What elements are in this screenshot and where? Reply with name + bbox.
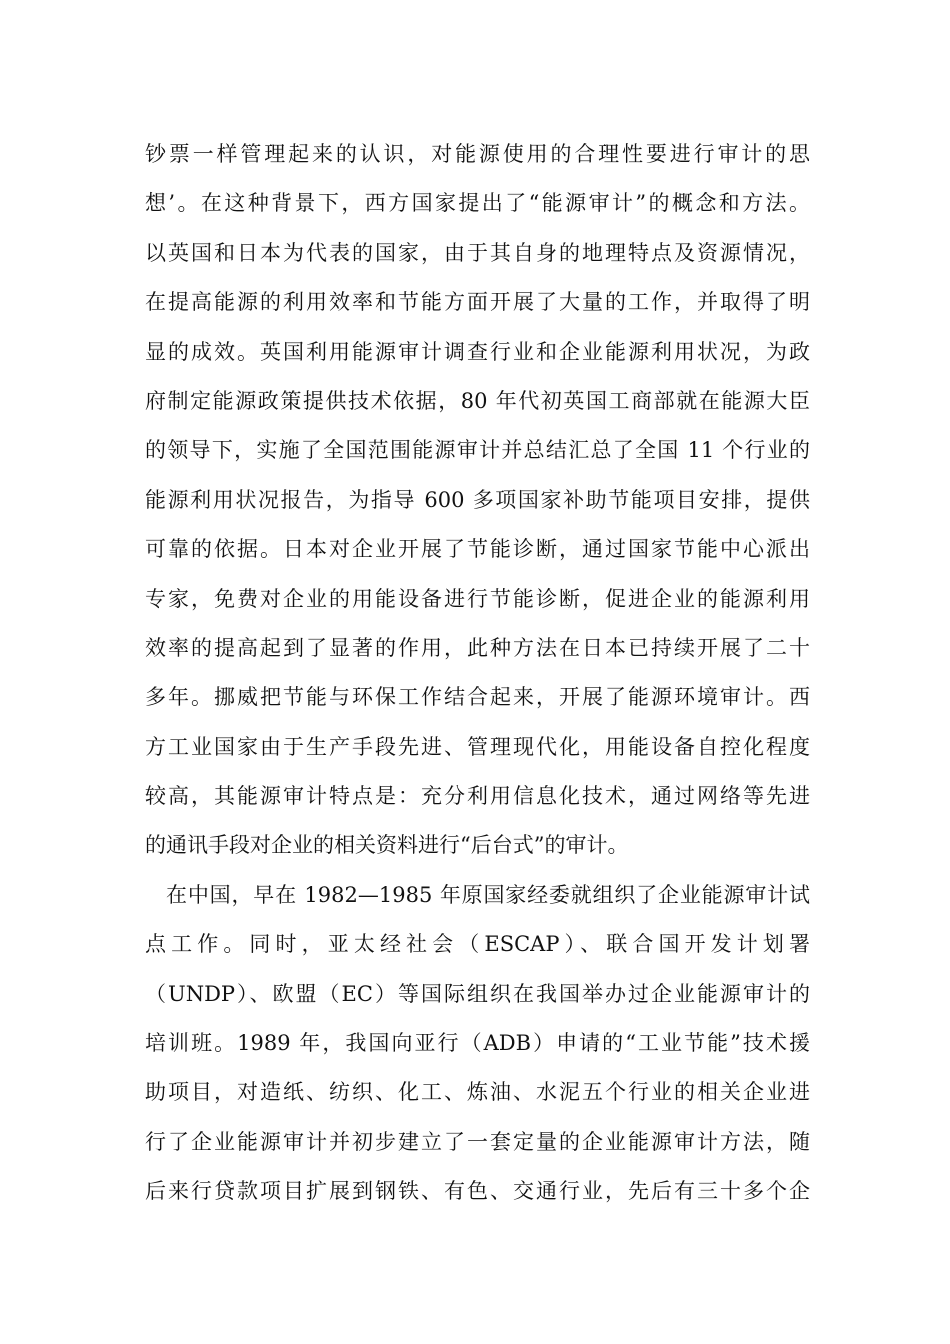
text-line: 后来行贷款项目扩展到钢铁、有色、交通行业，先后有三十多个企	[145, 1179, 810, 1204]
text-line: 显的成效。英国利用能源审计调查行业和企业能源利用状况，为政	[145, 339, 810, 364]
text-line: 以英国和日本为代表的国家，由于其自身的地理特点及资源情况，	[145, 240, 810, 265]
text-line: 的通讯手段对企业的相关资料进行“后台式”的审计。	[145, 833, 629, 858]
text-line: 钞票一样管理起来的认识，对能源使用的合理性要进行审计的思	[145, 142, 810, 166]
text-line: 效率的提高起到了显著的作用，此种方法在日本已持续开展了二十	[145, 635, 810, 660]
text-line: 多年。挪威把节能与环保工作结合起来，开展了能源环境审计。西	[145, 685, 810, 710]
text-line: 在提高能源的利用效率和节能方面开展了大量的工作，并取得了明	[145, 290, 810, 315]
text-line: 在中国，早在 1982—1985 年原国家经委就组织了企业能源审计试	[166, 882, 810, 907]
text-line: （UNDP）、欧盟（EC）等国际组织在我国举办过企业能源审计的	[145, 981, 810, 1006]
text-line: 府制定能源政策提供技术依据，80 年代初英国工商部就在能源大臣	[145, 388, 810, 413]
text-line: 行了企业能源审计并初步建立了一套定量的企业能源审计方法，随	[145, 1129, 810, 1154]
text-line: 的领导下，实施了全国范围能源审计并总结汇总了全国 11 个行业的	[145, 438, 810, 463]
text-line: 方工业国家由于生产手段先进、管理现代化，用能设备自控化程度	[145, 734, 810, 759]
text-line: 点工作。同时，亚太经社会（ESCAP）、联合国开发计划署	[145, 932, 810, 957]
text-line: 能源利用状况报告，为指导 600 多项国家补助节能项目安排，提供	[145, 487, 810, 512]
body-text	[145, 130, 810, 1217]
text-line: 较高，其能源审计特点是：充分利用信息化技术，通过网络等先进	[145, 784, 810, 809]
text-line: 助项目，对造纸、纺织、化工、炼油、水泥五个行业的相关企业进	[145, 1080, 810, 1105]
text-line: 专家，免费对企业的用能设备进行节能诊断，促进企业的能源利用	[145, 586, 810, 611]
text-line: 想’。在这种背景下，西方国家提出了“能源审计”的概念和方法。	[145, 191, 810, 216]
text-line: 培训班。1989 年，我国向亚行（ADB）申请的“工业节能”技术援	[145, 1031, 810, 1056]
text-line: 可靠的依据。日本对企业开展了节能诊断，通过国家节能中心派出	[145, 537, 810, 562]
